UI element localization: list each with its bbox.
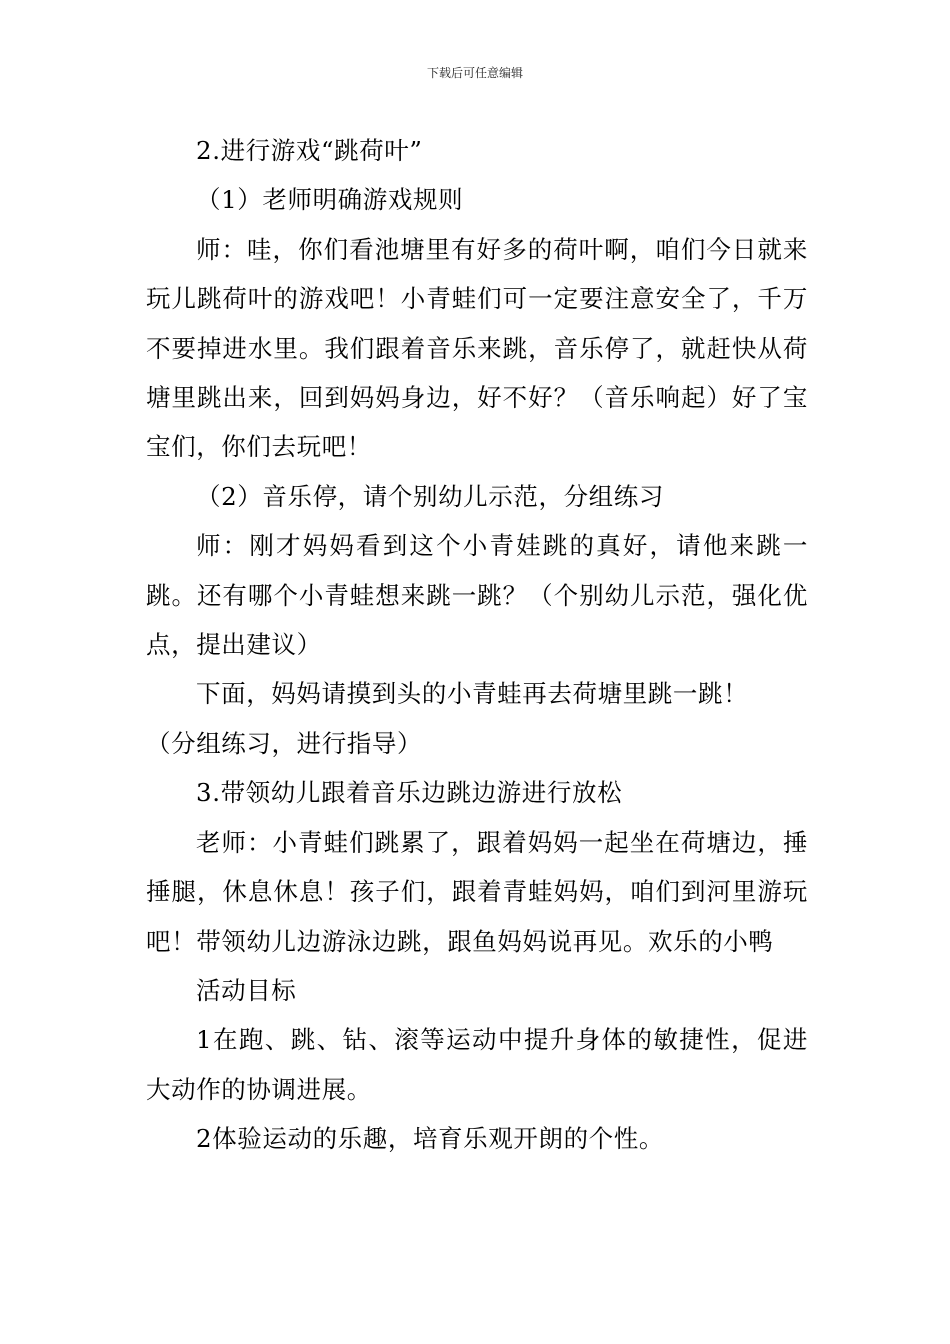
next-instruction-paragraph: 下面，妈妈请摸到头的小青蛙再去荷塘里跳一跳！ bbox=[196, 679, 749, 709]
group-practice-note: （分组练习，进行指导） bbox=[146, 728, 423, 758]
page-header-note: 下载后可任意编辑 bbox=[426, 66, 523, 80]
goal-item-1: 1在跑、跳、钻、滚等运动中提升身体的敏捷性，促进大动作的协调进展。 bbox=[146, 1025, 808, 1104]
goal-item-2: 2体验运动的乐趣，培育乐观开朗的个性。 bbox=[196, 1124, 664, 1154]
section-heading-game: 2.进行游戏“跳荷叶” bbox=[196, 136, 423, 165]
section-heading-goals: 活动目标 bbox=[196, 975, 297, 1005]
teacher-relax-paragraph: 老师：小青蛙们跳累了，跟着妈妈一起坐在荷塘边，捶捶腿，休息休息！孩子们，跟着青蛙妈妈，咱们到河里游玩吧！带领幼儿边游泳边跳，跟鱼妈妈说再见。欢乐的小鸭 bbox=[146, 827, 808, 956]
teacher-demo-paragraph: 师：刚才妈妈看到这个小青娃跳的真好，请他来跳一跳。还有哪个小青蛙想来跳一跳？（个别幼儿示范，强化优点，提出建议） bbox=[146, 531, 808, 660]
subheading-rules: （1）老师明确游戏规则 bbox=[196, 185, 464, 215]
teacher-speech-paragraph: 师：哇，你们看池塘里有好多的荷叶啊，咱们今日就来玩儿跳荷叶的游戏吧！小青蛙们可一定要注意安全了，千万不要掉进水里。我们跟着音乐来跳，音乐停了，就赶快从荷塘里跳出来，回到妈妈身边，好不好？（音乐响起）好了宝宝们，你们去玩吧！ bbox=[146, 234, 808, 462]
document-body bbox=[146, 126, 808, 1164]
subheading-demo: （2）音乐停，请个别幼儿示范，分组练习 bbox=[196, 481, 664, 511]
section-heading-relax: 3.带领幼儿跟着音乐边跳边游进行放松 bbox=[196, 778, 623, 808]
